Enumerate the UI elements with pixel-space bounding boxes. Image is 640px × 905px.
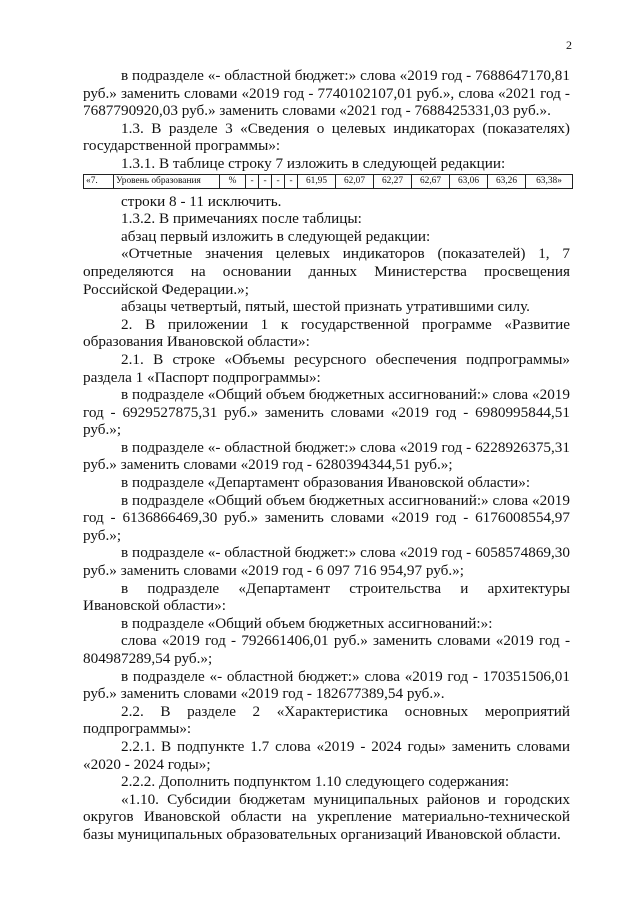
table-cell: - [246, 174, 259, 188]
table-cell: 63,38» [526, 174, 573, 188]
paragraph: 2.2. В разделе 2 «Характеристика основных мероприятий подпрограммы»: [83, 702, 570, 738]
paragraph: 2.1. В строке «Объемы ресурсного обеспечения подпрограммы» раздела 1 «Паспорт подпрограммы»: [83, 350, 570, 386]
paragraph: в подразделе «- областной бюджет:» слова «2019 год - 6228926375,31 руб.» заменить словами «2019 год - 6280394344,51 руб.»; [83, 438, 570, 474]
paragraph: 1.3.2. В примечаниях после таблицы: [121, 210, 362, 228]
paragraph: в подразделе «- областной бюджет:» слова «2019 год - 6058574869,30 руб.» заменить словами «2019 год - 6 097 716 954,97 руб.»; [83, 544, 570, 580]
paragraph: 2.2.1. В подпункте 1.7 слова «2019 - 2024 годы» заменить словами «2020 - 2024 годы»; [83, 737, 570, 773]
paragraph: «1.10. Субсидии бюджетам муниципальных районов и городских округов Ивановской области на укрепление материально-технической базы муниципальных образовательных организаций Ивановской области. [83, 790, 570, 843]
table-row [84, 174, 573, 188]
paragraph: в подразделе «- областной бюджет:» слова «2019 год - 7688647170,81 руб.» заменить словами «2019 год - 7740102107,01 руб.», слова «2021 год - 7687790920,03 руб.» заменить словами «2021 год - 7688425331,03 руб.». [83, 67, 570, 120]
paragraph: 2. В приложении 1 к государственной программе «Развитие образования Ивановской области»: [83, 315, 570, 351]
document-body [83, 67, 570, 844]
table-cell: «7. [84, 174, 114, 188]
table-cell: - [259, 174, 272, 188]
paragraph: «Отчетные значения целевых индикаторов (показателей) 1, 7 определяются на основании данных Министерства просвещения Российской Федерации.»; [83, 245, 570, 298]
paragraph: в подразделе «Департамент образования Ивановской области»: [121, 474, 531, 492]
table-cell: 62,67 [412, 174, 450, 188]
table-cell: % [220, 174, 246, 188]
table-cell: Уровень образования [114, 174, 220, 188]
paragraph: в подразделе «- областной бюджет:» слова «2019 год - 170351506,01 руб.» заменить словами «2019 год - 182677389,54 руб.». [83, 667, 570, 703]
paragraph: 1.3.1. В таблице строку 7 изложить в следующей редакции: [121, 154, 506, 172]
paragraph: 1.3. В разделе 3 «Сведения о целевых индикаторах (показателях) государственной программы»: [83, 119, 570, 155]
paragraph: абзац первый изложить в следующей редакции: [121, 227, 431, 245]
paragraph: в подразделе «Общий объем бюджетных ассигнований:» слова «2019 год - 6929527875,31 руб.» заменить словами «2019 год - 6980995844,51 руб.»; [83, 386, 570, 439]
paragraph: строки 8 - 11 исключить. [121, 192, 282, 210]
paragraph: в подразделе «Департамент строительства и архитектуры Ивановской области»: [83, 579, 570, 615]
page-number: 2 [566, 38, 572, 52]
table-cell: 61,95 [298, 174, 336, 188]
paragraph: абзацы четвертый, пятый, шестой признать утратившими силу. [121, 298, 530, 316]
paragraph: в подразделе «Общий объем бюджетных ассигнований:» слова «2019 год - 6136866469,30 руб.» заменить словами «2019 год - 6176008554,97 руб.»; [83, 491, 570, 544]
paragraph: 2.2.2. Дополнить подпунктом 1.10 следующего содержания: [121, 773, 510, 791]
paragraph: слова «2019 год - 792661406,01 руб.» заменить словами «2019 год - 804987289,54 руб.»; [83, 632, 570, 667]
indicator-row-table [83, 174, 573, 189]
table-cell: 63,06 [450, 174, 488, 188]
table-cell: 63,26 [488, 174, 526, 188]
table-cell: - [285, 174, 298, 188]
table-cell: - [272, 174, 285, 188]
table-cell: 62,27 [374, 174, 412, 188]
table-cell: 62,07 [336, 174, 374, 188]
paragraph: в подразделе «Общий объем бюджетных ассигнований:»: [121, 614, 493, 632]
